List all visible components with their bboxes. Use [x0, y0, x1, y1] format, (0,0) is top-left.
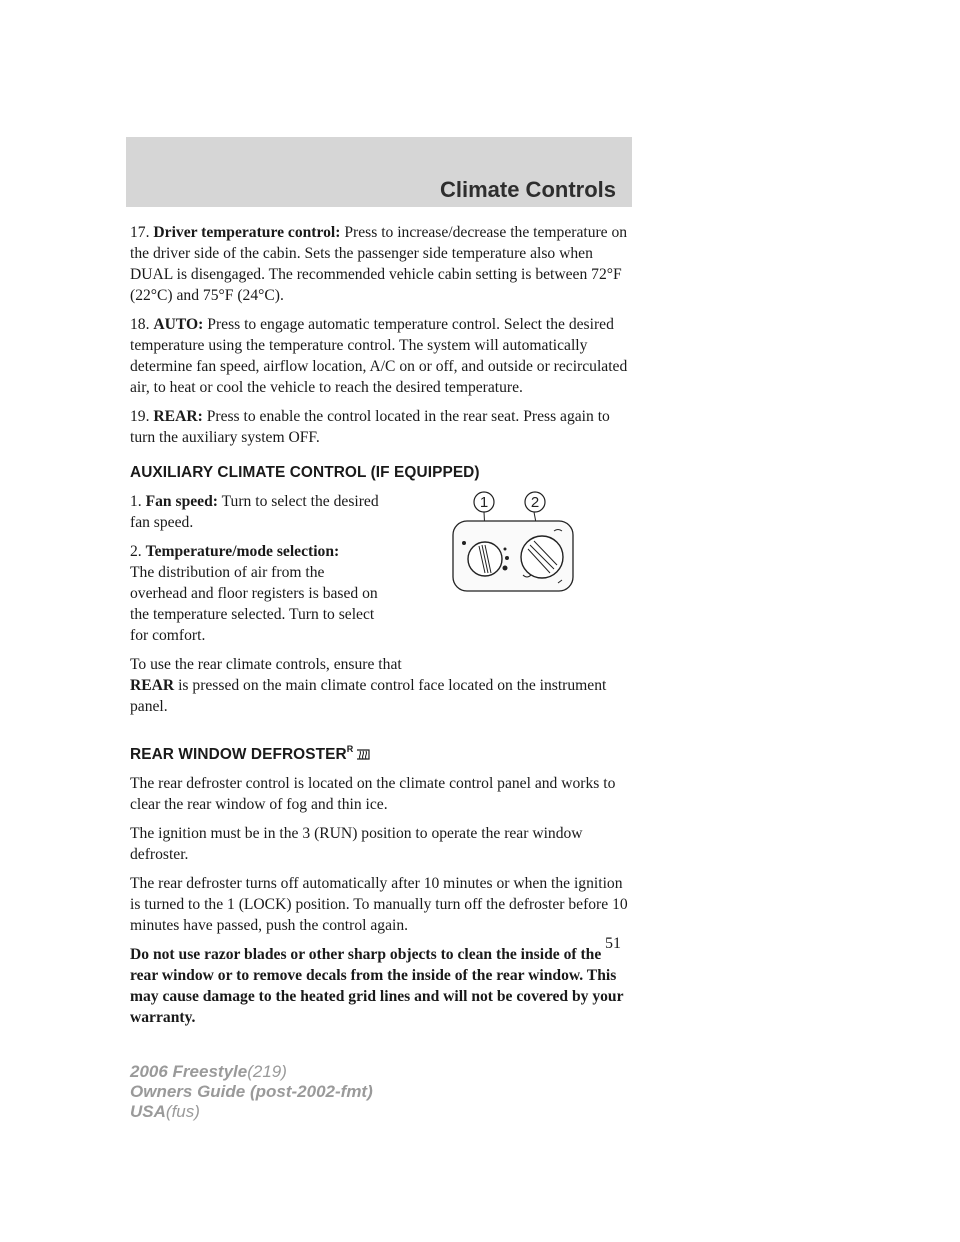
item-number: 19. — [130, 408, 150, 425]
item-18 — [130, 314, 630, 398]
page-number: 51 — [605, 935, 621, 952]
footer-line-3 — [130, 1102, 373, 1122]
item-label: Fan speed: — [145, 493, 218, 510]
item-text: Press to enable the control located in the rear seat. Press again to turn the auxiliary system OFF. — [130, 408, 610, 446]
defroster-paragraph-3: The rear defroster turns off automatically after 10 minutes or when the ignition is turned to the 1 (LOCK) position. To manually turn off the defroster before 10 minutes have passed, push the control again. — [130, 875, 628, 934]
warning-text: Do not use razor blades or other sharp objects to clean the inside of the rear window or to remove decals from the inside of the rear window. This may cause damage to the heated grid lines and will not be covered by your warranty. — [130, 946, 624, 1026]
item-19 — [130, 406, 630, 448]
defroster-paragraph-2: The ignition must be in the 3 (RUN) position to operate the rear window defroster. — [130, 825, 583, 863]
market-code: (fus) — [165, 1102, 200, 1121]
footer-meta — [130, 1062, 373, 1122]
defroster-paragraph-1: The rear defroster control is located on the climate control panel and works to clear the rear window of fog and thin ice. — [130, 775, 616, 813]
item-label: AUTO: — [153, 316, 204, 333]
section-header-bar — [126, 137, 632, 207]
item-number: 1. — [130, 493, 142, 510]
item-label: Temperature/mode selection: — [145, 543, 340, 560]
section-title: Climate Controls — [439, 177, 616, 202]
callout-2-label: 2 — [530, 494, 540, 511]
rear-defroster-heading — [130, 739, 630, 765]
aux-climate-heading: AUXILIARY CLIMATE CONTROL (IF EQUIPPED) — [130, 464, 480, 481]
aux-note — [130, 654, 630, 717]
aux-item-1 — [130, 491, 385, 533]
item-text: Press to increase/decrease the temperature on the driver side of the cabin. Sets the passenger side temperature also when DUAL is disengaged. The recommended vehicle cabin setting is between 72°F (22°C) and 75°F (24°C). — [130, 224, 628, 304]
page-content — [130, 222, 630, 1036]
item-label: Driver temperature control: — [153, 224, 341, 241]
heading-text: REAR WINDOW DEFROSTER — [130, 746, 347, 763]
note-text: To use the rear climate controls, ensure that — [130, 656, 402, 673]
item-text: Press to engage automatic temperature control. Select the desired temperature using the temperature control. The system will automatically determine fan speed, airflow location, A/C on or off, and outside or recirculated air, to heat or cool the vehicle to reach the desired temperature. — [130, 316, 628, 396]
item-17 — [130, 222, 630, 306]
aux-item-2 — [130, 541, 385, 646]
item-text: Turn to select the desired fan speed. — [130, 493, 379, 531]
item-label: REAR: — [153, 408, 203, 425]
item-number: 2. — [130, 543, 142, 560]
note-text: is pressed on the main climate control face located on the instrument panel. — [130, 677, 607, 715]
market-name: USA — [130, 1102, 166, 1121]
defroster-warning — [130, 944, 630, 1028]
footer-line-1 — [130, 1062, 373, 1082]
model-name: 2006 Freestyle — [130, 1062, 248, 1081]
aux-climate-section — [130, 491, 630, 646]
item-number: 18. — [130, 316, 150, 333]
item-text: The distribution of air from the overhead and floor registers is based on the temperature selected. Turn to select for comfort. — [130, 564, 378, 644]
item-number: 17. — [130, 224, 150, 241]
model-code: (219) — [247, 1062, 287, 1081]
footer-line-2 — [130, 1082, 373, 1102]
callout-1-label: 1 — [479, 494, 489, 511]
registered-mark: R — [346, 744, 354, 754]
rear-defrost-icon — [355, 747, 371, 761]
guide-name: Owners Guide (post-2002-fmt) — [130, 1082, 373, 1101]
aux-control-figure — [450, 491, 576, 599]
note-bold: REAR — [130, 677, 175, 694]
